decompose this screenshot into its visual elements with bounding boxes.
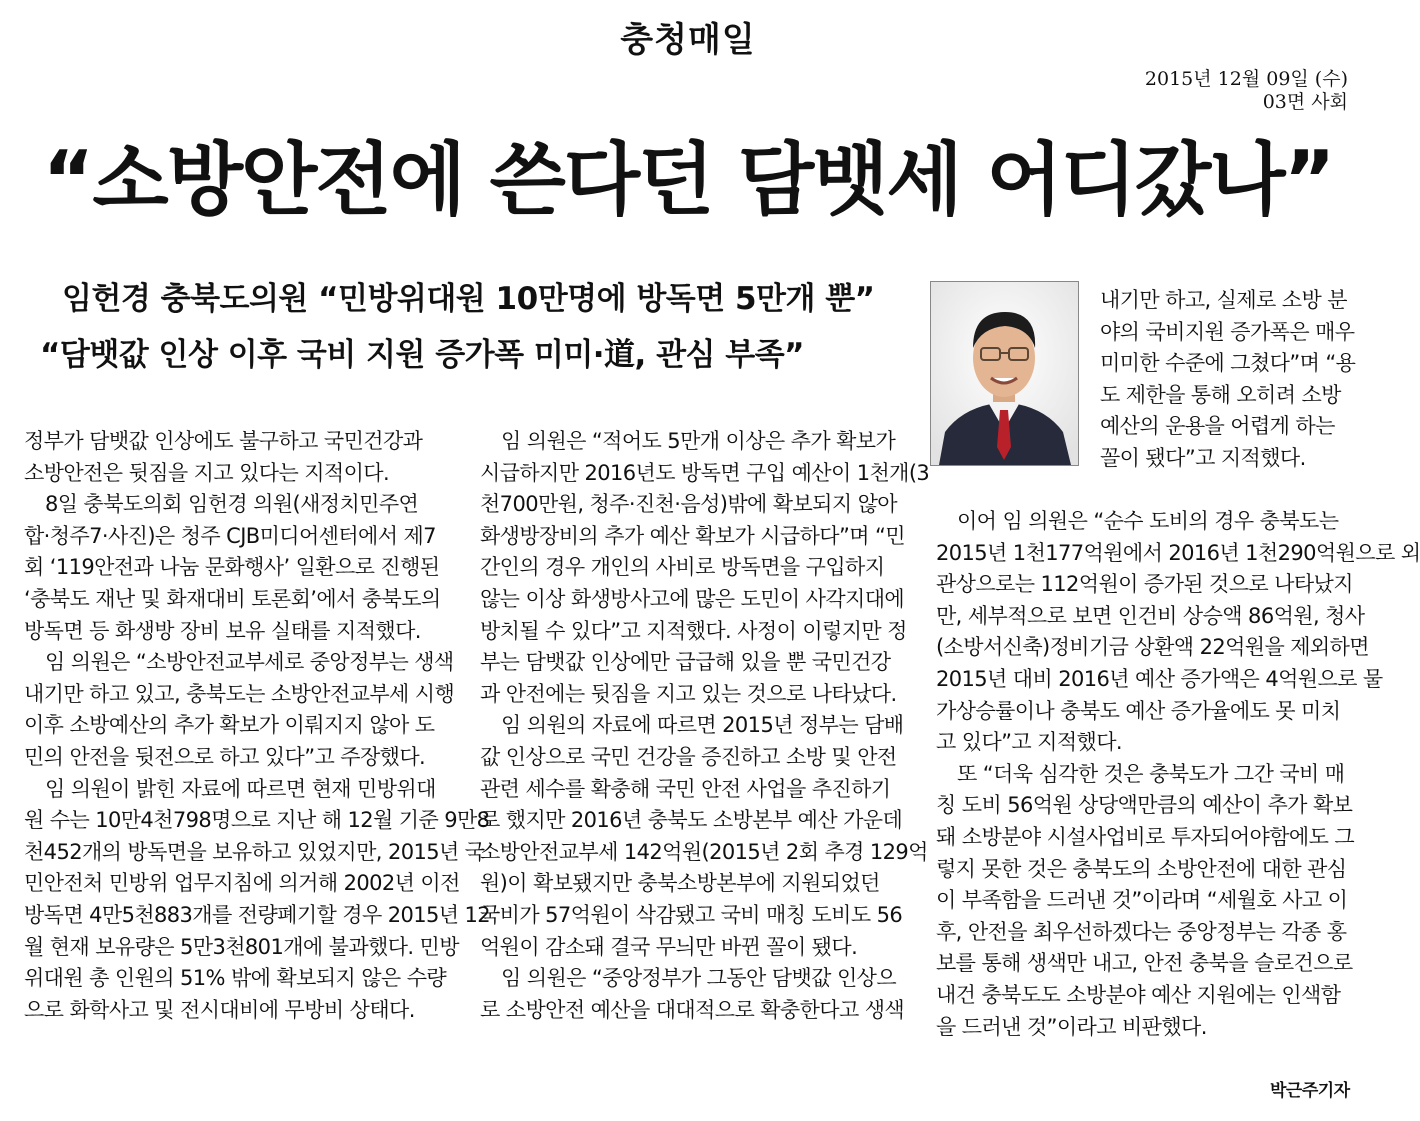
paragraph-line: 임 의원은 “소방안전교부세로 중앙정부는 생색 <box>45 650 454 675</box>
paragraph-line: 화생방장비의 추가 예산 확보가 시급하다”며 “민 <box>480 523 905 548</box>
paragraph-line: 2015년 1천177억원에서 2016년 1천290억원으로 외 <box>936 540 1420 565</box>
paragraph-line: 소방안전은 뒷짐을 지고 있다는 지적이다. <box>24 460 390 485</box>
paragraph-line: 않는 이상 화생방사고에 많은 도민이 사각지대에 <box>480 586 905 611</box>
paragraph-line: 야의 국비지원 증가폭은 매우 <box>1100 319 1355 344</box>
paragraph-line: 임 의원은 “적어도 5만개 이상은 추가 확보가 <box>501 429 896 453</box>
paragraph-line: 이후 소방예산의 추가 확보가 이뤄지지 않아 도 <box>24 713 435 738</box>
paragraph-line: 꼴이 됐다”고 지적했다. <box>1100 445 1306 470</box>
paragraph-line: 월 현재 보유량은 5만3천801개에 불과했다. 민방 <box>24 934 459 959</box>
paragraph-line: ‘충북도 재난 및 화재대비 토론회’에서 충북도의 <box>24 586 441 611</box>
paragraph-line: 8일 충북도의회 임헌경 의원(새정치민주연 <box>45 492 419 517</box>
article-headline: “소방안전에 쓴다던 담뱃세 어디갔나” <box>42 134 1334 226</box>
paragraph-line: 부는 담뱃값 인상에만 급급해 있을 뿐 국민건강 <box>480 650 891 675</box>
paragraph-line: (소방서신축)정비기금 상환액 22억원을 제외하면 <box>936 635 1369 660</box>
paragraph-line: 후, 안전을 최우선하겠다는 중앙정부는 각종 홍 <box>936 919 1347 944</box>
article-column-1 <box>24 426 491 1026</box>
paragraph-line: 국비가 57억원이 삭감됐고 국비 매칭 도비도 56 <box>480 902 903 927</box>
paragraph-line: 고 있다”고 지적했다. <box>936 730 1122 755</box>
article-column-3-bottom <box>936 506 1420 1043</box>
issue-date: 2015년 12월 09일 (수) <box>1144 68 1348 90</box>
paragraph-line: 미미한 수준에 그쳤다”며 “용 <box>1100 351 1356 376</box>
paragraph-line: 원)이 확보됐지만 충북소방본부에 지원되었던 <box>480 871 880 896</box>
paragraph-line: 2015년 대비 2016년 예산 증가액은 4억원으로 물 <box>936 666 1383 691</box>
paragraph-line: 내기만 하고 있고, 충북도는 소방안전교부세 시행 <box>24 681 455 706</box>
portrait-icon <box>931 282 1078 465</box>
paragraph-line: 칭 도비 56억원 상당액만큼의 예산이 추가 확보 <box>936 793 1353 818</box>
paragraph-line: 을 드러낸 것”이라고 비판했다. <box>936 1014 1207 1039</box>
paragraph-line: 이어 임 의원은 “순수 도비의 경우 충북도는 <box>957 509 1339 533</box>
paragraph-line: 내기만 하고, 실제로 소방 분 <box>1100 288 1347 312</box>
paragraph-line: 으로 화학사고 및 전시대비에 무방비 상태다. <box>24 997 415 1022</box>
paragraph-line: 방치될 수 있다”고 지적했다. 사정이 이렇지만 정 <box>480 618 907 643</box>
paragraph-line: 로 했지만 2016년 충북도 소방본부 예산 가운데 <box>480 808 903 833</box>
paragraph-line: 또 “더욱 심각한 것은 충북도가 그간 국비 매 <box>957 761 1345 786</box>
paragraph-line: 내건 충북도도 소방분야 예산 지원에는 인색함 <box>936 982 1341 1007</box>
subheadline-2: “담뱃값 인상 이후 국비 지원 증가폭 미미·道, 관심 부족” <box>40 337 805 373</box>
paragraph-line: 억원이 감소돼 결국 무늬만 바뀐 꼴이 됐다. <box>480 934 858 959</box>
paragraph-line: 회 ‘119안전과 나눔 문화행사’ 일환으로 진행된 <box>24 555 440 580</box>
paragraph-line: 천700만원, 청주·진천·음성)밖에 확보되지 않아 <box>480 492 897 517</box>
paragraph-line: 시급하지만 2016년도 방독면 구입 예산이 1천개(3 <box>480 460 930 485</box>
dateline <box>1145 68 1348 114</box>
paragraph-line: 임 의원의 자료에 따르면 2015년 정부는 담배 <box>501 713 904 738</box>
paragraph-line: 원 수는 10만4천798명으로 지난 해 12월 기준 9만8 <box>24 808 490 833</box>
portrait-photo <box>930 281 1079 466</box>
paragraph-line: 렇지 못한 것은 충북도의 소방안전에 대한 관심 <box>936 856 1347 881</box>
paragraph-line: 위대원 총 인원의 51% 밖에 확보되지 않은 수량 <box>24 966 447 991</box>
paragraph-line: 합·청주7·사진)은 청주 CJB미디어센터에서 제7 <box>24 523 436 548</box>
paragraph-line: 관상으로는 112억원이 증가된 것으로 나타났지 <box>936 572 1353 597</box>
paragraph-line: 방독면 등 화생방 장비 보유 실태를 지적했다. <box>24 618 421 643</box>
paragraph-line: 방독면 4만5천883개를 전량폐기할 경우 2015년 12 <box>24 902 491 927</box>
paragraph-line: 값 인상으로 국민 건강을 증진하고 소방 및 안전 <box>480 744 897 769</box>
paragraph-line: 돼 소방분야 시설사업비로 투자되어야함에도 그 <box>936 824 1355 849</box>
paragraph-line: 예산의 운용을 어렵게 하는 <box>1100 414 1335 439</box>
paragraph-line: 가상승률이나 충북도 예산 증가율에도 못 미치 <box>936 698 1341 723</box>
paragraph-line: 임 의원은 “중앙정부가 그동안 담뱃값 인상으 <box>501 966 897 991</box>
paragraph-line: 과 안전에는 뒷짐을 지고 있는 것으로 나타났다. <box>480 681 897 706</box>
paragraph-line: 로 소방안전 예산을 대대적으로 확충한다고 생색 <box>480 997 905 1022</box>
paragraph-line: 도 제한을 통해 오히려 소방 <box>1100 382 1341 407</box>
paragraph-line: 이 부족함을 드러낸 것”이라며 “세월호 사고 이 <box>936 888 1348 913</box>
paragraph-line: 민안전처 민방위 업무지침에 의거해 2002년 이전 <box>24 871 460 896</box>
subheadline-1: 임헌경 충북도의원 “민방위대원 10만명에 방독면 5만개 뿐” <box>62 281 875 317</box>
paragraph-line: 민의 안전을 뒷전으로 하고 있다”고 주장했다. <box>24 744 426 769</box>
article-column-3-top <box>1100 285 1358 475</box>
paragraph-line: 임 의원이 밝힌 자료에 따르면 현재 민방위대 <box>45 776 436 801</box>
article-column-2 <box>480 426 930 1026</box>
paragraph-line: 소방안전교부세 142억원(2015년 2회 추경 129억 <box>480 839 928 864</box>
paragraph-line: 천452개의 방독면을 보유하고 있었지만, 2015년 국 <box>24 839 485 864</box>
paragraph-line: 간인의 경우 개인의 사비로 방독면을 구입하지 <box>480 555 885 580</box>
paragraph-line: 보를 통해 생색만 내고, 안전 충북을 슬로건으로 <box>936 951 1353 976</box>
paragraph-line: 만, 세부적으로 보면 인건비 상승액 86억원, 청사 <box>936 603 1365 628</box>
paragraph-line: 관련 세수를 확충해 국민 안전 사업을 추진하기 <box>480 776 891 801</box>
paragraph-line: 정부가 담뱃값 인상에도 불구하고 국민건강과 <box>24 429 423 453</box>
byline: 박근주기자 <box>1270 1081 1350 1101</box>
masthead: 충청매일 <box>620 20 756 60</box>
page-section: 03면 사회 <box>1262 91 1348 113</box>
